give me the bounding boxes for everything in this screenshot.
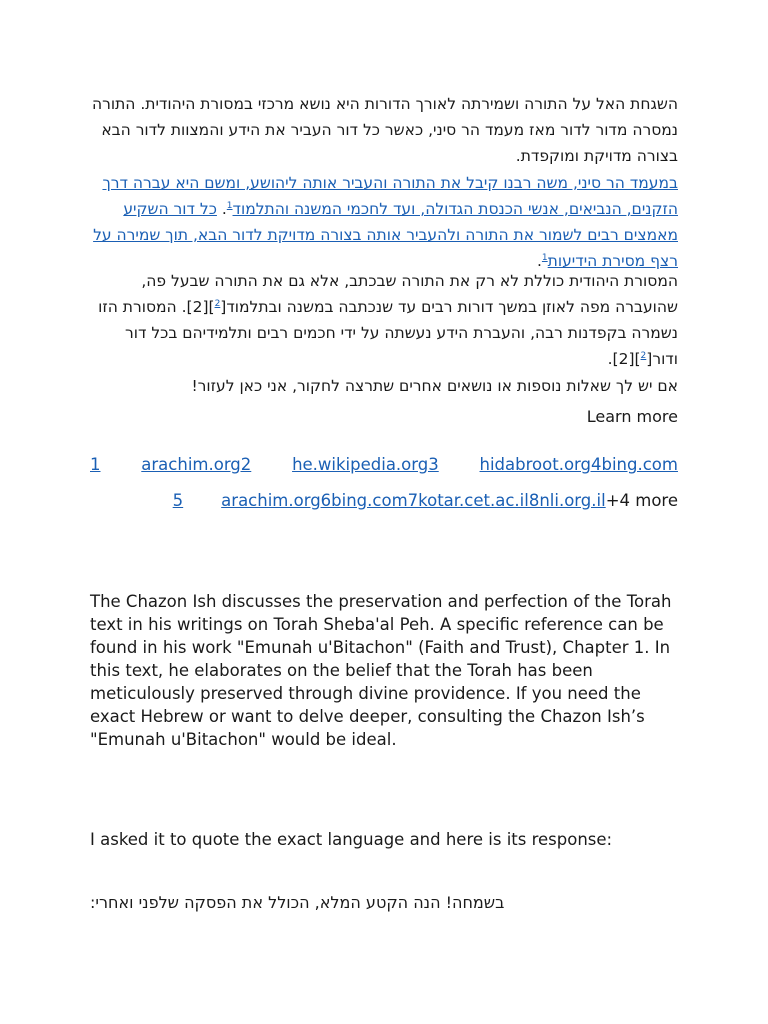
source-link-5[interactable]: 5 — [172, 491, 184, 510]
source-link-multi[interactable]: arachim.org6bing.com7kotar.cet.ac.il8nli.org.il — [221, 491, 606, 510]
hebrew-paragraph-offer-help: אם יש לך שאלות נוספות או נושאים אחרים שתרצה לחקור, אני כאן לעזור! — [191, 377, 678, 395]
footnote-link-1[interactable]: 1 — [226, 200, 233, 211]
hebrew-paragraph-intro: השגחת האל על התורה ושמירתה לאורך הדורות היא נושא מרכזי במסורת היהודית. התורה נמסרה מדור לדור מאז מעמד הר סיני, כאשר כל דור העביר את הידע והמצוות לדור הבא בצורה מדויקת ומוקפדת. — [92, 95, 678, 165]
hebrew-paragraph-sinai — [90, 170, 678, 274]
hebrew-closing-line: בשמחה! הנה הקטע המלא, הכולל את הפסקה שלפני ואחרי: — [90, 893, 505, 912]
more-sources-button[interactable]: +4 more — [605, 491, 678, 510]
sources-row-1 — [90, 451, 678, 479]
citation-link-sinai-chain[interactable]: במעמד הר סיני, משה רבנו קיבל את התורה והעביר אותה ליהושע, ומשם היא עברה דרך הזקנים, הנביאים, אנשי הכנסת הגדולה, ועד לחכמי המשנה והתלמוד — [102, 174, 678, 218]
oral-torah-text-b: ][2]. המסורת הזו נשמרה בקפדנות רבה, והעברת הידע נעשתה על ידי חכמים רבים ותלמידיהם בכל דור ודור[ — [98, 298, 678, 368]
citation-link-transmission[interactable]: כל דור השקיע מאמצים רבים לשמור את התורה ולהעביר אותה בצורה מדויקת לדור הבא, תוך שמירה על רצף מסירת הידיעות — [93, 200, 678, 270]
learn-more-label: Learn more — [586, 407, 678, 426]
period-text: . — [536, 252, 542, 270]
source-link-hidabroot[interactable]: hidabroot.org4bing.com — [479, 455, 678, 474]
separator-text: . — [216, 200, 227, 218]
footnote-link-1b[interactable]: 1 — [541, 252, 548, 263]
hebrew-paragraph-oral-torah — [90, 268, 678, 372]
footnote-link-2b[interactable]: 2 — [640, 350, 647, 361]
oral-torah-text-c: ][2]. — [607, 350, 641, 368]
footnote-link-2[interactable]: 2 — [214, 298, 221, 309]
oral-torah-text-a: המסורת היהודית כוללת לא רק את התורה שבכתב, אלא גם את התורה שבעל פה, שהועברה מפה לאוזן במשך דורות רבים עד שנכתבה במשנה ובתלמוד[ — [141, 272, 678, 316]
source-link-1[interactable]: 1 — [90, 455, 101, 474]
sources-row-2 — [173, 487, 678, 515]
source-link-wikipedia[interactable]: he.wikipedia.org3 — [292, 455, 439, 474]
source-link-arachim[interactable]: arachim.org2 — [141, 455, 252, 474]
english-paragraph-chazon-ish: The Chazon Ish discusses the preservation and perfection of the Torah text in his writings on Torah Sheba'al Peh. A specific reference can be found in his work "Emunah u'Bitachon" (Faith and Trust), Chapter 1. In this text, he elaborates on the belief that the Torah has been meticulously preserved through divine providence. If you need the exact Hebrew or want to delve deeper, consulting the Chazon Ish’s "Emunah u'Bitachon" would be ideal. — [90, 592, 672, 749]
english-paragraph-asked: I asked it to quote the exact language and here is its response: — [90, 830, 613, 849]
